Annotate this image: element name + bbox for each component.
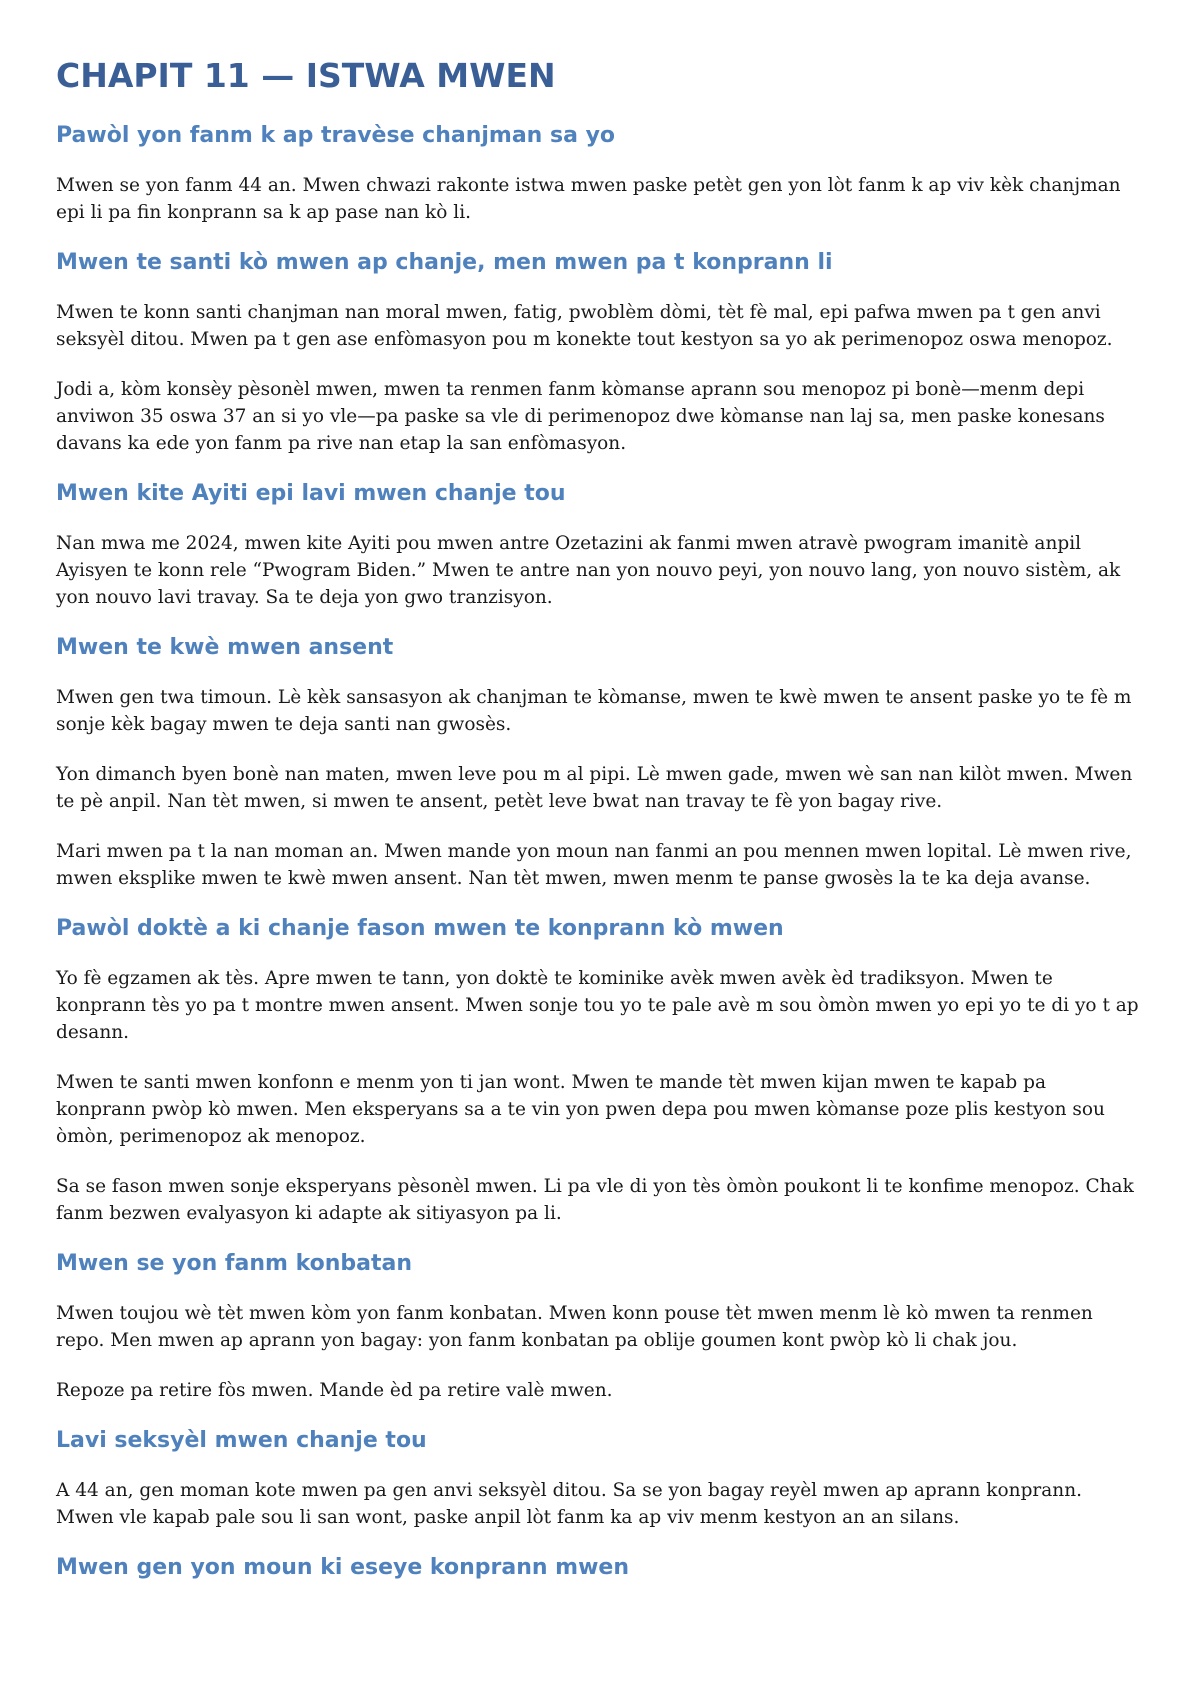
section-heading: Mwen gen yon moun ki eseye konprann mwen [56, 1555, 630, 1580]
chapter-title: CHAPIT 11 — ISTWA MWEN [56, 56, 556, 95]
body-paragraph: Mwen gen twa timoun. Lè kèk sansasyon ak chanjman te kòmanse, mwen te kwè mwen te ansent paske yo te fè m sonje kèk bagay mwen te deja santi nan gwosès. [56, 687, 1132, 735]
section-heading: Mwen te santi kò mwen ap chanje, men mwen pa t konprann li [56, 250, 833, 275]
body-paragraph: Mwen te santi mwen konfonn e menm yon ti jan wont. Mwen te mande tèt mwen kijan mwen te kapab pa konprann pwòp kò mwen. Men eksperyans sa a te vin yon pwen depa pou mwen kòmanse poze plis kestyon sou òmòn, perimenopoz ak menopoz. [56, 1072, 1105, 1147]
body-paragraph: Jodi a, kòm konsèy pèsonèl mwen, mwen ta renmen fanm kòmanse aprann sou menopoz pi bonè—menm depi anviwon 35 oswa 37 an si yo vle—pa paske sa vle di perimenopoz dwe kòmanse nan laj sa, men paske konesans davans ka ede yon fanm pa rive nan etap la san enfòmasyon. [56, 379, 1105, 454]
body-paragraph: A 44 an, gen moman kote mwen pa gen anvi seksyèl ditou. Sa se yon bagay reyèl mwen ap aprann konprann. Mwen vle kapab pale sou li san wont, paske anpil lòt fanm ka ap viv menm kestyon an an silans. [56, 1480, 1082, 1528]
section-heading: Mwen kite Ayiti epi lavi mwen chanje tou [56, 481, 566, 506]
section-heading: Mwen te kwè mwen ansent [56, 635, 394, 660]
body-paragraph: Mwen se yon fanm 44 an. Mwen chwazi rakonte istwa mwen paske petèt gen yon lòt fanm k ap viv kèk chanjman epi li pa fin konprann sa k ap pase nan kò li. [56, 175, 1121, 223]
body-paragraph: Mwen toujou wè tèt mwen kòm yon fanm konbatan. Mwen konn pouse tèt mwen menm lè kò mwen ta renmen repo. Men mwen ap aprann yon bagay: yon fanm konbatan pa oblije goumen kont pwòp kò li chak jou. [56, 1303, 1093, 1351]
body-paragraph: Yon dimanch byen bonè nan maten, mwen leve pou m al pipi. Lè mwen gade, mwen wè san nan kilòt mwen. Mwen te pè anpil. Nan tèt mwen, si mwen te ansent, petèt leve bwat nan travay te fè yon bagay rive. [56, 764, 1133, 812]
document-page [56, 48, 1141, 1604]
document-body [56, 122, 1141, 1582]
body-paragraph: Mari mwen pa t la nan moman an. Mwen mande yon moun nan fanmi an pou mennen mwen lopital. Lè mwen rive, mwen eksplike mwen te kwè mwen ansent. Nan tèt mwen, mwen menm te panse gwosès la te ka deja avanse. [56, 841, 1132, 889]
body-paragraph: Sa se fason mwen sonje eksperyans pèsonèl mwen. Li pa vle di yon tès òmòn poukont li te konfime menopoz. Chak fanm bezwen evalyasyon ki adapte ak sitiyasyon pa li. [56, 1176, 1134, 1224]
body-paragraph: Mwen te konn santi chanjman nan moral mwen, fatig, pwoblèm dòmi, tèt fè mal, epi pafwa mwen pa t gen anvi seksyèl ditou. Mwen pa t gen ase enfòmasyon pou m konekte tout kestyon sa yo ak perimenopoz oswa menopoz. [56, 302, 1113, 350]
body-paragraph: Yo fè egzamen ak tès. Apre mwen te tann, yon doktè te kominike avèk mwen avèk èd tradiksyon. Mwen te konprann tès yo pa t montre mwen ansent. Mwen sonje tou yo te pale avè m sou òmòn mwen yo epi yo te di yo t ap desann. [56, 968, 1139, 1043]
section-heading: Pawòl yon fanm k ap travèse chanjman sa yo [56, 123, 616, 148]
section-heading: Mwen se yon fanm konbatan [56, 1251, 413, 1276]
body-paragraph: Nan mwa me 2024, mwen kite Ayiti pou mwen antre Ozetazini ak fanmi mwen atravè pwogram imanitè anpil Ayisyen te konn rele “Pwogram Biden.” Mwen te antre nan yon nouvo peyi, yon nouvo lang, yon nouvo sistèm, ak yon nouvo lavi travay. Sa te deja yon gwo tranzisyon. [56, 533, 1121, 608]
section-heading: Pawòl doktè a ki chanje fason mwen te konprann kò mwen [56, 916, 784, 941]
section-heading: Lavi seksyèl mwen chanje tou [56, 1428, 427, 1453]
body-paragraph: Repoze pa retire fòs mwen. Mande èd pa retire valè mwen. [56, 1380, 613, 1401]
